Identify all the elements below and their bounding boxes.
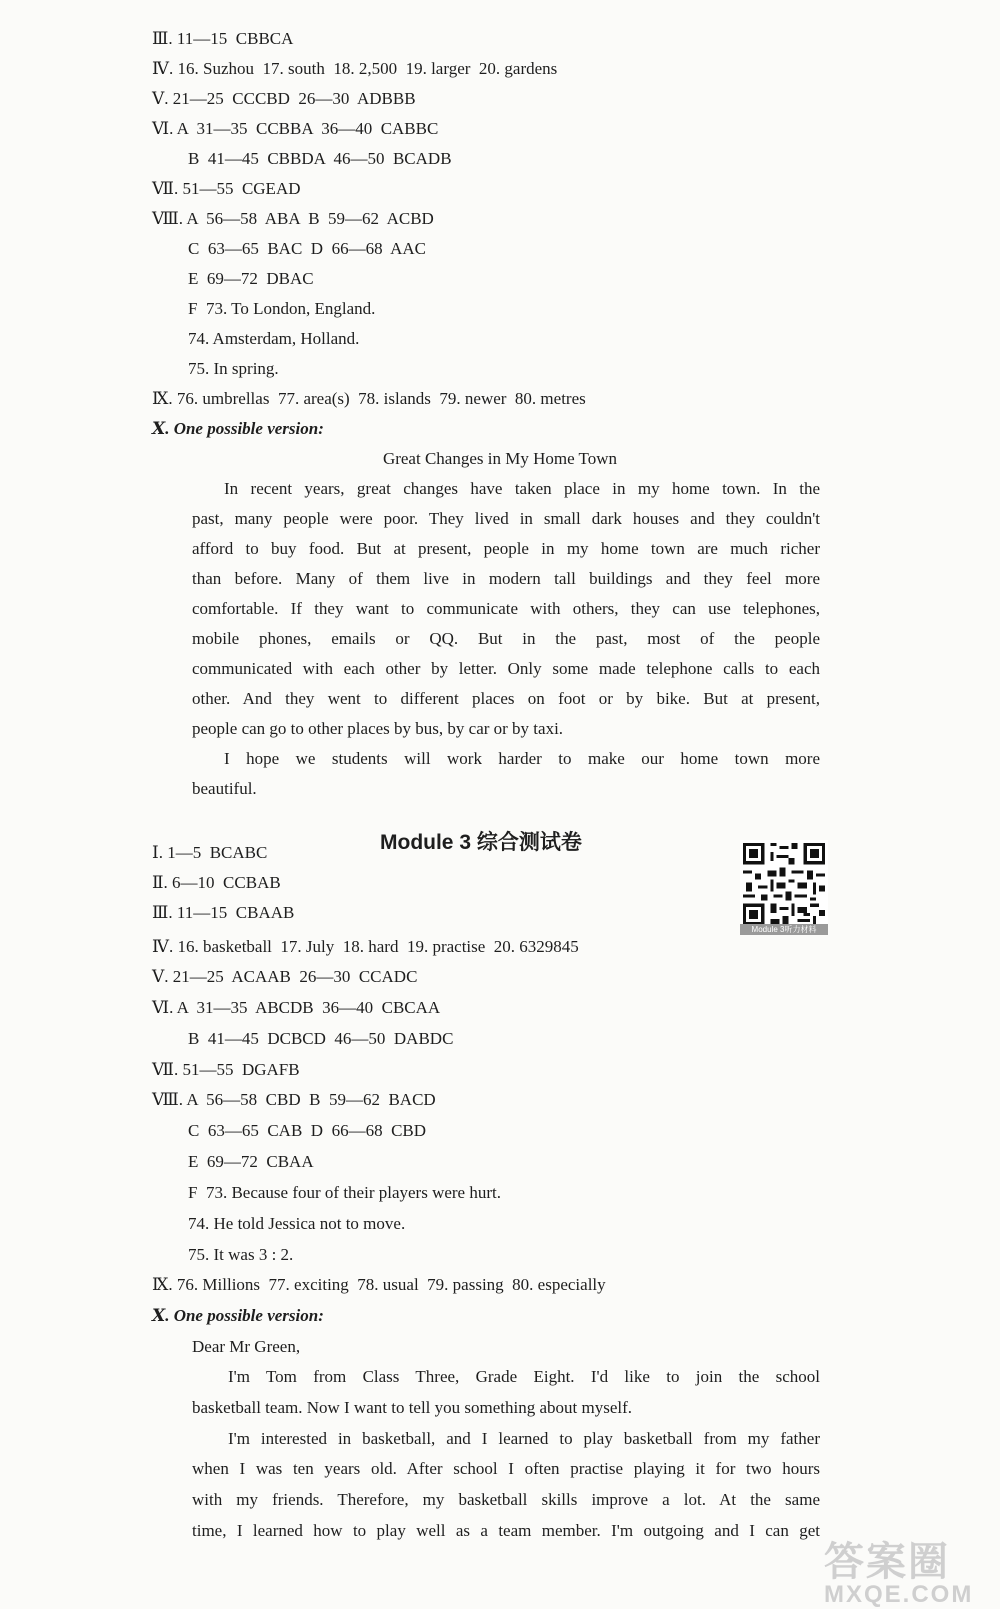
m2-line-10: Ⅹ. One possible version: [152, 419, 324, 438]
m3-answer-75: 75. It was 3 : 2. [188, 1245, 294, 1264]
watermark-logo: 答案圈 [824, 1540, 950, 1584]
m3-line-8f: F 73. Because four of their players were hurt. [188, 1183, 501, 1202]
letter-line: I'm interested in basketball, and I learned to play basketball from my father [228, 1429, 820, 1448]
m2-answer-75: 75. In spring. [188, 359, 279, 378]
m2-line-8c: C 63—65 BAC D 66—68 AAC [188, 239, 427, 258]
letter-line: I'm Tom from Class Three, Grade Eight. I'd like to join the school [228, 1367, 820, 1386]
qr-caption: Module 3听力材料 [740, 924, 828, 935]
m2-line-8a: Ⅷ. A 56—58 ABA B 59—62 ACBD [152, 209, 434, 228]
essay-line: other. And they went to different places on foot or by bike. But at present, [192, 689, 820, 708]
m2-line-8e: E 69—72 DBAC [188, 269, 314, 288]
essay-line: beautiful. [192, 779, 257, 798]
essay-line: afford to buy food. But at present, people in my home town are much richer [192, 539, 820, 558]
module-3-heading: Module 3 综合测试卷 [380, 831, 582, 854]
essay-line: people can go to other places by bus, by car or by taxi. [192, 719, 564, 738]
m2-line-6a: Ⅵ. A 31—35 CCBBA 36—40 CABBC [152, 119, 439, 138]
m3-line-6a: Ⅵ. A 31—35 ABCDB 36—40 CBCAA [152, 998, 441, 1017]
essay-line: communicated with each other by letter. Only some made telephone calls to each [192, 659, 820, 678]
m2-line-8f: F 73. To London, England. [188, 299, 376, 318]
m3-line-9: Ⅸ. 76. Millions 77. exciting 78. usual 79. passing 80. especially [152, 1275, 606, 1294]
essay-title: Great Changes in My Home Town [382, 449, 618, 468]
m3-line-8e: E 69—72 CBAA [188, 1152, 314, 1171]
m2-line-4: Ⅳ. 16. Suzhou 17. south 18. 2,500 19. larger 20. gardens [152, 59, 558, 78]
m3-line-8a: Ⅷ. A 56—58 CBD B 59—62 BACD [152, 1090, 436, 1109]
m2-line-6b: B 41—45 CBBDA 46—50 BCADB [188, 149, 452, 168]
watermark-url: MXQE.COM [824, 1581, 974, 1608]
m2-line-7: Ⅶ. 51—55 CGEAD [152, 179, 301, 198]
letter-greeting: Dear Mr Green, [192, 1337, 301, 1356]
m3-answer-74: 74. He told Jessica not to move. [188, 1214, 406, 1233]
letter-line: when I was ten years old. After school I often practise playing it for two hours [192, 1459, 820, 1478]
letter-line: basketball team. Now I want to tell you something about myself. [192, 1398, 633, 1417]
qr-code-icon[interactable] [740, 836, 828, 932]
m2-line-3: Ⅲ. 11—15 CBBCA [152, 29, 294, 48]
m3-line-1: Ⅰ. 1—5 BCABC [152, 843, 268, 862]
m3-line-3: Ⅲ. 11—15 CBAAB [152, 903, 295, 922]
watermark [824, 1530, 973, 1609]
essay-line: In recent years, great changes have taken place in my home town. In the [224, 479, 820, 498]
letter-line: time, I learned how to play well as a team member. I'm outgoing and I can get [192, 1521, 820, 1540]
m3-line-8c: C 63—65 CAB D 66—68 CBD [188, 1121, 427, 1140]
essay-line: comfortable. If they want to communicate with others, they can use telephones, [192, 599, 820, 618]
letter-line: with my friends. Therefore, my basketball skills improve a lot. At the same [192, 1490, 820, 1509]
essay-line: mobile phones, emails or QQ. But in the past, most of the people [192, 629, 820, 648]
essay-line: than before. Many of them live in modern tall buildings and they feel more [192, 569, 820, 588]
m3-line-6b: B 41—45 DCBCD 46—50 DABDC [188, 1029, 454, 1048]
essay-line: past, many people were poor. They lived in small dark houses and they couldn't [192, 509, 820, 528]
m3-line-10: Ⅹ. One possible version: [152, 1306, 324, 1325]
m3-line-5: Ⅴ. 21—25 ACAAB 26—30 CCADC [152, 967, 418, 986]
essay-line: I hope we students will work harder to make our home town more [224, 749, 820, 768]
m2-line-9: Ⅸ. 76. umbrellas 77. area(s) 78. islands 79. newer 80. metres [152, 389, 586, 408]
m2-answer-74: 74. Amsterdam, Holland. [188, 329, 360, 348]
m3-line-4: Ⅳ. 16. basketball 17. July 18. hard 19. practise 20. 6329845 [152, 937, 579, 956]
m2-line-5: Ⅴ. 21—25 CCCBD 26—30 ADBBB [152, 89, 416, 108]
m3-line-2: Ⅱ. 6—10 CCBAB [152, 873, 281, 892]
m3-line-7: Ⅶ. 51—55 DGAFB [152, 1060, 300, 1079]
